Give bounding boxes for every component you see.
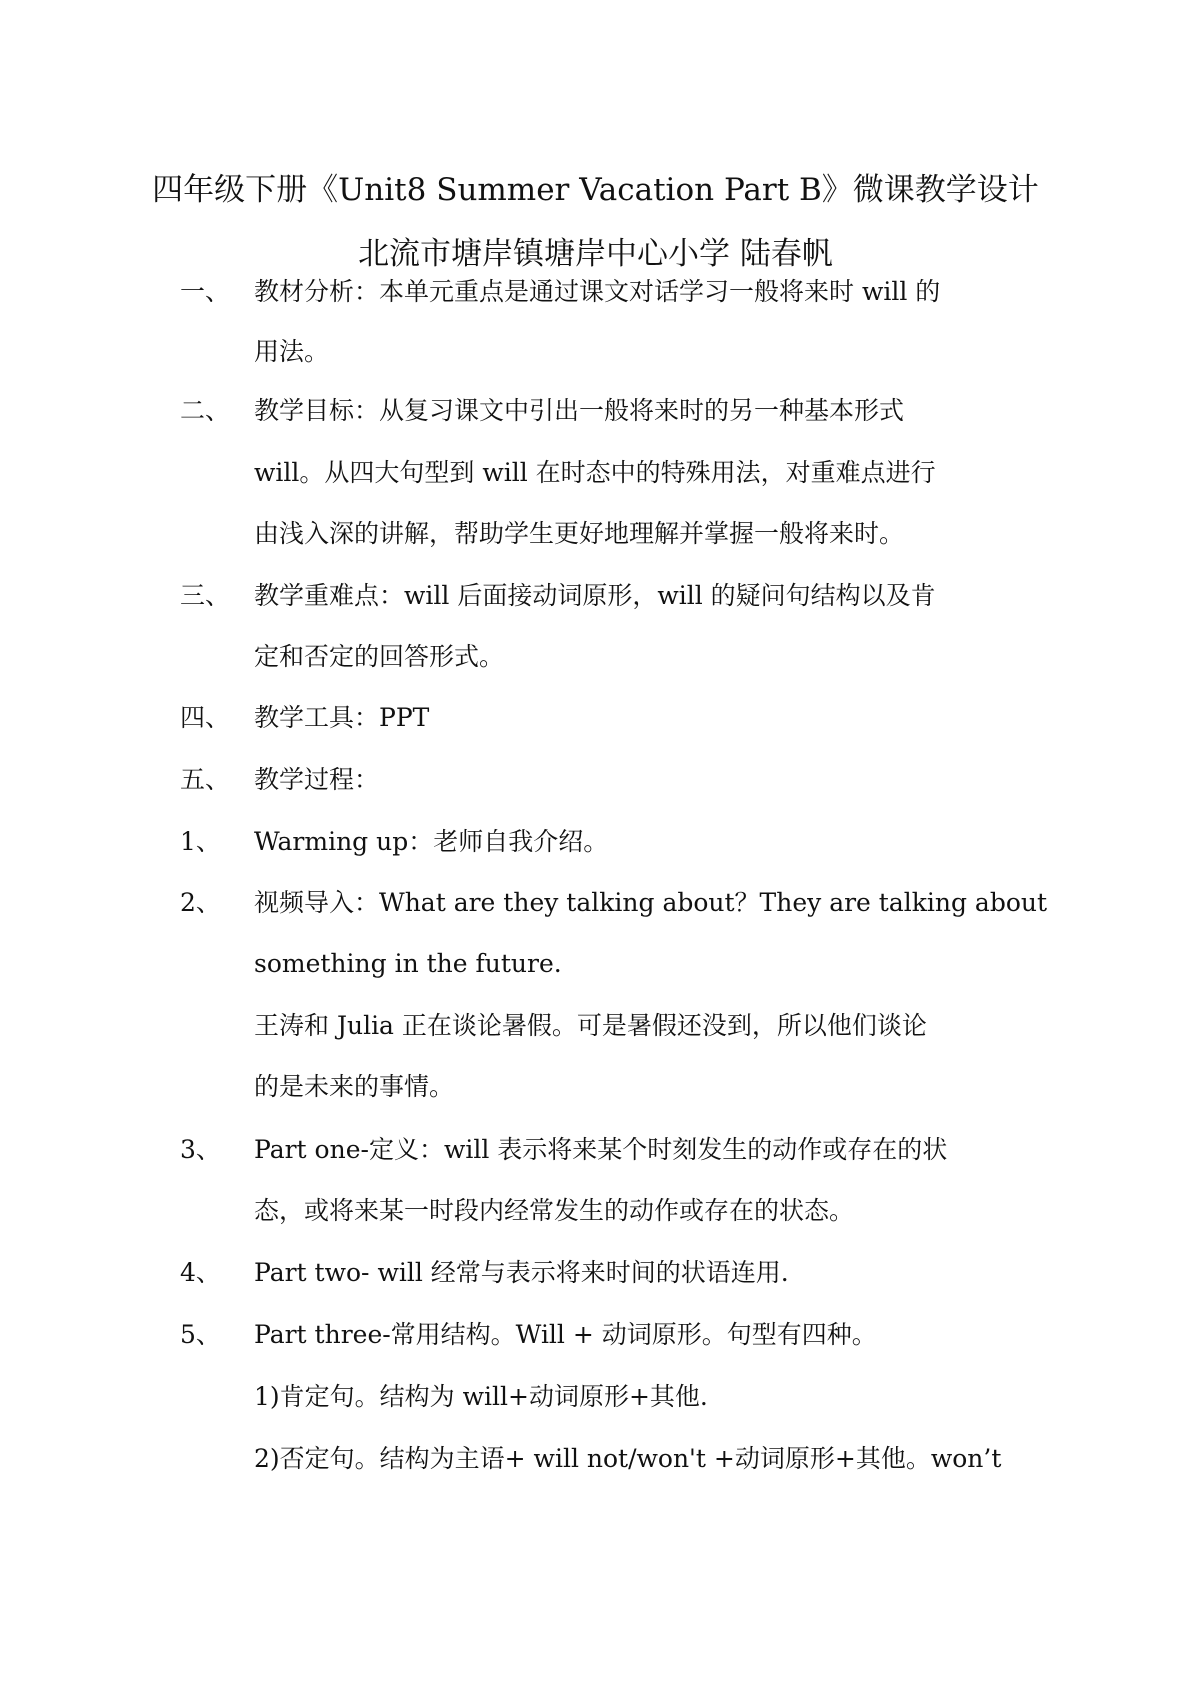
step-line: Warming up：老师自我介绍。 xyxy=(254,827,609,856)
section-line: 教材分析：本单元重点是通过课文对话学习一般将来时 will 的 xyxy=(254,277,941,306)
document-title: 四年级下册《Unit8 Summer Vacation Part B》微课教学设计 xyxy=(152,172,1039,208)
section-line: will。从四大句型到 will 在时态中的特殊用法，对重难点进行 xyxy=(254,458,936,487)
section-marker: 三、 xyxy=(180,581,231,610)
section-marker: 四、 xyxy=(180,703,231,732)
step-line: Part one-定义：will 表示将来某个时刻发生的动作或存在的状 xyxy=(254,1135,948,1164)
step-marker: 2、 xyxy=(180,888,221,917)
step-line: Part three-常用结构。Will + 动词原形。句型有四种。 xyxy=(254,1320,877,1349)
step-marker: 4、 xyxy=(180,1258,221,1287)
step-marker: 1、 xyxy=(180,827,221,856)
section-line: 教学过程： xyxy=(254,765,380,794)
section-line: 定和否定的回答形式。 xyxy=(254,642,505,671)
section-marker: 一、 xyxy=(180,277,231,306)
step-line: something in the future. xyxy=(254,949,562,978)
section-line: 教学目标：从复习课文中引出一般将来时的另一种基本形式 xyxy=(254,396,905,425)
step-line: 王涛和 Julia 正在谈论暑假。可是暑假还没到，所以他们谈论 xyxy=(254,1011,927,1040)
section-line: 教学重难点：will 后面接动词原形，will 的疑问句结构以及肯 xyxy=(254,581,936,610)
step-marker: 5、 xyxy=(180,1320,221,1349)
section-line: 由浅入深的讲解，帮助学生更好地理解并掌握一般将来时。 xyxy=(254,519,905,548)
step-line: 态，或将来某一时段内经常发生的动作或存在的状态。 xyxy=(254,1196,855,1225)
step-line: 视频导入：What are they talking about？They are talking about xyxy=(254,888,1048,917)
section-line: 教学工具：PPT xyxy=(254,703,430,732)
step-line: Part two- will 经常与表示将来时间的状语连用. xyxy=(254,1258,789,1287)
step-line: 2)否定句。结构为主语+ will not/won't +动词原形+其他。won’t xyxy=(254,1444,1002,1473)
author-line: 北流市塘岸镇塘岸中心小学 陆春帆 xyxy=(358,236,833,272)
step-line: 1)肯定句。结构为 will+动词原形+其他. xyxy=(254,1382,708,1411)
section-marker: 二、 xyxy=(180,396,231,425)
section-marker: 五、 xyxy=(180,765,231,794)
step-line: 的是未来的事情。 xyxy=(254,1072,455,1101)
step-marker: 3、 xyxy=(180,1135,221,1164)
section-line: 用法。 xyxy=(254,337,330,366)
